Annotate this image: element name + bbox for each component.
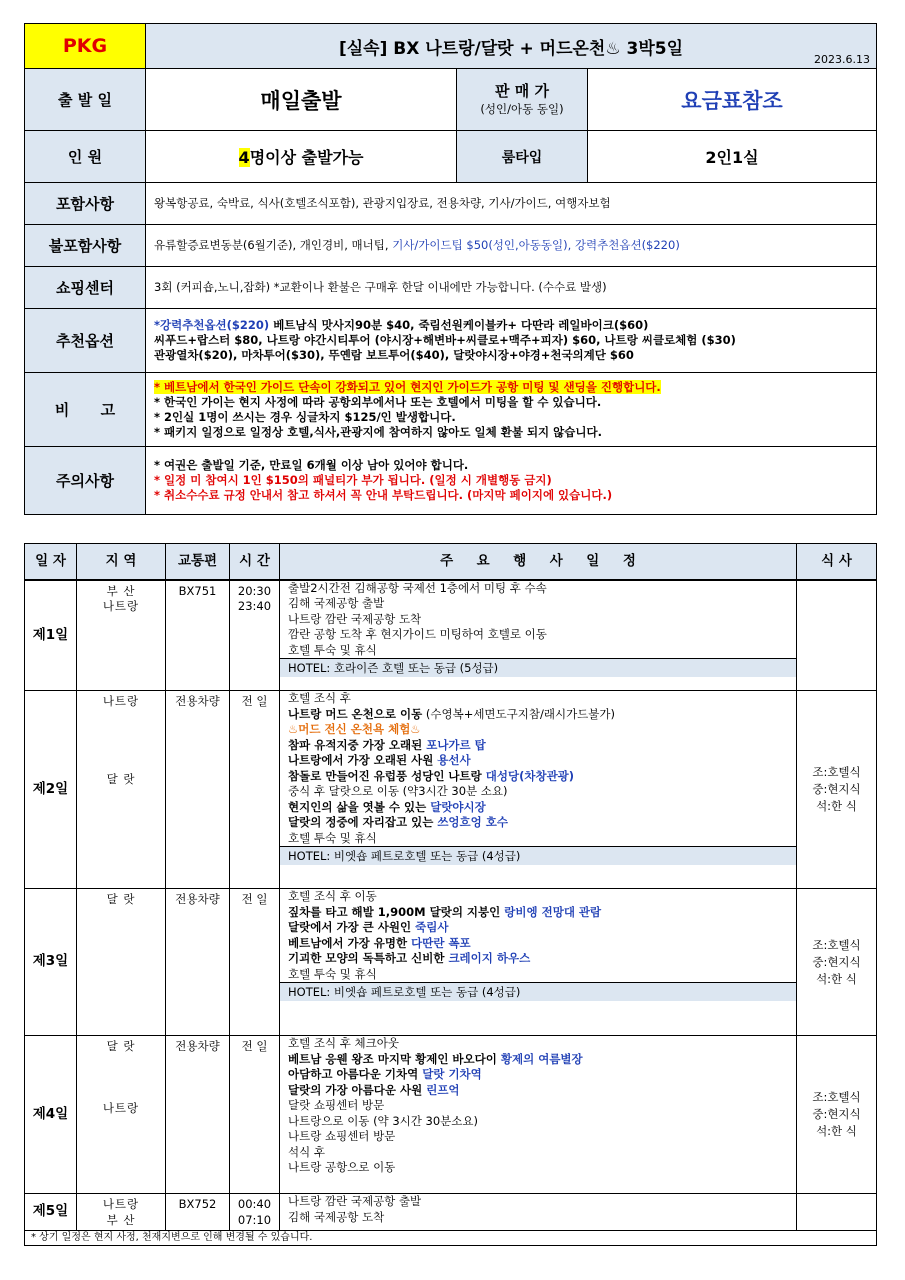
- itinerary-row: [25, 580, 877, 691]
- schedule-text: 나트랑 쇼핑센터 방문: [288, 1129, 396, 1143]
- region-name: 나트랑: [102, 599, 140, 613]
- schedule-text: 달랏 쇼핑센터 방문: [288, 1098, 385, 1112]
- attraction-name: 크레이지 하우스: [448, 951, 531, 965]
- schedule-text: 나트랑으로 이동 (약 3시간 30분소요): [288, 1113, 478, 1128]
- time-value: 전 일: [241, 1039, 268, 1053]
- schedule-text: 김해 국제공항 출발: [288, 596, 385, 610]
- schedule-cell: [280, 1036, 797, 1194]
- price-label-main: 판 매 가: [495, 81, 549, 100]
- schedule-text: 나트랑 공항으로 이동: [288, 1160, 396, 1174]
- region-name: 부 산: [106, 583, 136, 598]
- itinerary-row: [25, 889, 877, 1036]
- excluded-blue-text: 기사/가이드팁 $50(성인,아동동일), 강력추천옵션($220): [392, 238, 680, 252]
- time-value: 07:10: [237, 1212, 272, 1227]
- meal-item: 조:호텔식: [812, 765, 861, 779]
- itinerary-row: [25, 1194, 877, 1231]
- schedule-text: 호텔 투숙 및 휴식: [288, 642, 377, 657]
- schedule-line: [288, 1210, 796, 1226]
- departure-label: 출 발 일: [25, 69, 146, 131]
- people-min-text: 명이상 출발가능: [249, 148, 364, 167]
- transport-name: BX751: [178, 583, 217, 598]
- issue-date: 2023.6.13: [814, 53, 870, 66]
- schedule-line: [288, 1145, 796, 1161]
- transport-cell: [166, 580, 230, 691]
- people-min-number: 4: [238, 148, 250, 167]
- meal-item: 중:현지식: [812, 1107, 861, 1121]
- included-value: 왕복항공료, 숙박료, 식사(호텔조식포함), 관광지입장료, 전용차량, 기사/가이드, 여행자보험: [146, 183, 877, 225]
- schedule-cell: [280, 691, 797, 889]
- remarks-line-2: * 한국인 가이는 현지 사정에 따라 공항외부에서나 또는 호텔에서 미팅을 할 수 있습니다.: [154, 394, 602, 409]
- schedule-line: [288, 691, 796, 707]
- schedule-text: 호텔 투숙 및 휴식: [288, 966, 377, 981]
- header-day: 일 자: [25, 544, 77, 580]
- schedule-bold-text: 달랏에서 가장 큰 사원인: [288, 920, 416, 934]
- remarks-highlight: * 베트남에서 한국인 가이드 단속이 강화되고 있어 현지인 가이드가 공항 미팅 및 샌딩을 진행합니다.: [154, 379, 661, 394]
- room-label: 룸타입: [457, 131, 588, 183]
- schedule-text: 호텔 조식 후 이동: [288, 889, 377, 903]
- schedule-text: 호텔 조식 후: [288, 691, 351, 705]
- page-title: [146, 24, 877, 69]
- schedule-lines: [280, 691, 796, 846]
- day-label: 제4일: [25, 1036, 77, 1194]
- schedule-line: [288, 753, 796, 769]
- region-cell: [77, 580, 166, 691]
- meals-cell: [797, 1036, 877, 1194]
- excluded-label: 불포함사항: [25, 225, 146, 267]
- schedule-line: [288, 831, 796, 847]
- attraction-name: 달랏 기차역: [422, 1067, 482, 1081]
- region-name: [77, 725, 165, 741]
- schedule-line: [288, 1067, 796, 1083]
- meal-item: 석:한 식: [816, 799, 857, 813]
- transport-cell: [166, 1194, 230, 1231]
- time-value: 23:40: [237, 599, 272, 613]
- region-name: 나트랑: [102, 1197, 140, 1211]
- caution-value: [146, 447, 877, 515]
- options-line-3: 관광열차($20), 마차투어($30), 뚜옌람 보트투어($40), 달랏야시장+야경+천국의계단 $60: [154, 348, 634, 362]
- shopping-value: 3회 (커피숍,노니,잡화) *교환이나 환불은 구매후 한달 이내에만 가능합니다. (수수료 발생): [146, 267, 877, 309]
- schedule-text: 석식 후: [288, 1144, 325, 1159]
- schedule-lines: [280, 581, 796, 659]
- schedule-text: 나트랑 깜란 국제공항 출발: [288, 1194, 422, 1208]
- price-label-sub: (성인/아동 동일): [480, 101, 564, 116]
- region-cell: [77, 889, 166, 1036]
- time-cell: [230, 1194, 280, 1231]
- schedule-line: [288, 643, 796, 659]
- schedule-text: 김해 국제공항 도착: [288, 1209, 385, 1224]
- time-value: 00:40: [237, 1197, 272, 1211]
- hotel-info: HOTEL: 비엣숍 페트로호텔 또는 동급 (4성급): [280, 846, 796, 865]
- options-line-1: [154, 318, 868, 333]
- transport-cell: [166, 691, 230, 889]
- attraction-name: 포나가르 탑: [426, 737, 486, 752]
- schedule-line: [288, 1036, 796, 1052]
- schedule-text: 출발2시간전 김해공항 국제선 1층에서 미팅 후 수속: [288, 580, 547, 595]
- attraction-name: 죽림사: [415, 920, 449, 934]
- options-label: 추천옵션: [25, 309, 146, 373]
- schedule-line: [288, 815, 796, 831]
- transport-cell: [166, 889, 230, 1036]
- attraction-name: 쓰엉흐엉 호수: [437, 815, 508, 829]
- region-name: [77, 756, 165, 772]
- package-info-table: [24, 23, 877, 515]
- attraction-name: 린프억: [426, 1082, 460, 1097]
- schedule-line: [288, 905, 796, 921]
- remarks-line-3: * 2인실 1명이 쓰시는 경우 싱글차지 $125/인 발생합니다.: [154, 409, 456, 424]
- price-value: 요금표참조: [588, 69, 877, 131]
- itinerary-footnote: * 상기 일정은 현지 사정, 천재지변으로 인해 변경될 수 있습니다.: [25, 1231, 877, 1246]
- day-label: 제5일: [25, 1194, 77, 1231]
- meal-item: 석:한 식: [816, 971, 857, 986]
- schedule-line: [288, 889, 796, 905]
- highlight-activity: ♨머드 전신 온천욕 체험♨: [288, 722, 421, 736]
- schedule-text: 중식 후 달랏으로 이동 (약3시간 30분 소요): [288, 784, 508, 798]
- remarks-line-1: [154, 380, 868, 395]
- schedule-line: [288, 1129, 796, 1145]
- transport-name: 전용차량: [175, 1039, 220, 1053]
- time-value: 20:30: [237, 583, 272, 598]
- schedule-bold-text: 현지인의 삶을 엿볼 수 있는: [288, 799, 431, 814]
- transport-name: 전용차량: [175, 892, 220, 906]
- hotel-info: HOTEL: 비엣숍 페트로호텔 또는 동급 (4성급): [280, 982, 796, 1001]
- time-cell: [230, 889, 280, 1036]
- options-line-1-text: 베트남식 맛사지90분 $40, 죽림선원케이블카+ 다딴라 레일바이크($60): [269, 318, 649, 332]
- schedule-bold-text: 달랏의 정중에 자리잡고 있는: [288, 815, 438, 829]
- schedule-text: (수영복+세면도구지참/래시가드불가): [422, 706, 615, 721]
- attraction-name: 랑비엥 전망대 관람: [504, 904, 602, 919]
- itinerary-body: [25, 580, 877, 1231]
- remarks-label: 비 고: [25, 373, 146, 447]
- region-cell: [77, 1036, 166, 1194]
- excluded-value: [146, 225, 877, 267]
- schedule-text: 깜란 공항 도착 후 현지가이드 미팅하여 호텔로 이동: [288, 627, 547, 641]
- region-name: [77, 1055, 165, 1071]
- schedule-line: [288, 1160, 796, 1176]
- transport-name: BX752: [178, 1197, 217, 1211]
- schedule-bold-text: 기괴한 모양의 독특하고 신비한: [288, 951, 449, 965]
- region-name: 나트랑: [102, 694, 140, 708]
- meal-item: 조:호텔식: [812, 937, 861, 952]
- schedule-lines: [280, 1036, 796, 1176]
- itinerary-row: [25, 691, 877, 889]
- schedule-line: [288, 784, 796, 800]
- schedule-bold-text: 베트남 응웬 왕조 마지막 황제인 바오다이: [288, 1051, 501, 1066]
- header-schedule: 주 요 행 사 일 정: [280, 544, 797, 580]
- meal-item: 중:현지식: [812, 782, 861, 796]
- schedule-line: [288, 936, 796, 952]
- schedule-bold-text: 베트남에서 가장 유명한: [288, 935, 412, 950]
- options-value: [146, 309, 877, 373]
- attraction-name: 황제의 여름별장: [500, 1051, 583, 1066]
- header-transport: 교통편: [166, 544, 230, 580]
- schedule-bold-text: 참돌로 만들어진 유럽풍 성당인 나트랑: [288, 768, 486, 783]
- remarks-line-4: * 패키지 일정으로 일정상 호텔,식사,관광지에 참여하지 않아도 일체 환불 되지 않습니다.: [154, 424, 602, 439]
- remarks-value: [146, 373, 877, 447]
- attraction-name: 다딴란 폭포: [411, 935, 471, 950]
- schedule-line: [288, 1083, 796, 1099]
- day-label: 제3일: [25, 889, 77, 1036]
- time-cell: [230, 1036, 280, 1194]
- schedule-text: 호텔 조식 후 체크아웃: [288, 1036, 399, 1050]
- day-label: 제2일: [25, 691, 77, 889]
- caution-line-2: * 일정 미 참여시 1인 $150의 패널티가 부가 됩니다. (일정 시 개별행동 금지): [154, 473, 552, 487]
- schedule-line: [288, 596, 796, 612]
- meals-cell: [797, 1194, 877, 1231]
- schedule-bold-text: 달랏의 가장 아름다운 사원: [288, 1082, 427, 1097]
- caution-line-1: * 여권은 출발일 기준, 만료일 6개월 이상 남아 있어야 합니다.: [154, 458, 469, 472]
- time-value: 전 일: [241, 892, 268, 906]
- schedule-line: [288, 581, 796, 597]
- itinerary-row: [25, 1036, 877, 1194]
- schedule-line: [288, 1194, 796, 1210]
- region-name: 달 랏: [106, 771, 136, 786]
- schedule-line: [288, 1098, 796, 1114]
- time-value: 전 일: [241, 694, 268, 708]
- day-label: 제1일: [25, 580, 77, 691]
- schedule-line: [288, 612, 796, 628]
- meals-cell: [797, 889, 877, 1036]
- meal-item: 중:현지식: [812, 954, 861, 969]
- schedule-line: [288, 1052, 796, 1068]
- header-region: 지 역: [77, 544, 166, 580]
- departure-value: 매일출발: [146, 69, 457, 131]
- schedule-text: 호텔 투숙 및 휴식: [288, 830, 377, 845]
- schedule-line: [288, 1114, 796, 1130]
- pkg-badge: PKG: [25, 24, 146, 69]
- shopping-label: 쇼핑센터: [25, 267, 146, 309]
- caution-label: 주의사항: [25, 447, 146, 515]
- itinerary-table: [24, 543, 877, 1246]
- room-value: 2인1실: [588, 131, 877, 183]
- region-name: 달 랏: [106, 1039, 136, 1053]
- region-name: [77, 1070, 165, 1086]
- caution-line-3: * 취소수수료 규정 안내서 참고 하셔서 꼭 안내 부탁드립니다. (마지막 페이지에 있습니다.): [154, 488, 613, 502]
- region-cell: [77, 1194, 166, 1231]
- region-name: [77, 710, 165, 726]
- schedule-lines: [280, 1194, 796, 1225]
- title-text: [실속] BX 나트랑/달랏 + 머드온천♨ 3박5일: [338, 38, 684, 59]
- meal-item: 석:한 식: [816, 1124, 857, 1138]
- people-label: 인 원: [25, 131, 146, 183]
- attraction-name: 용선사: [437, 753, 471, 767]
- time-cell: [230, 691, 280, 889]
- schedule-line: [288, 738, 796, 754]
- schedule-bold-text: 짚차를 타고 해발 1,900M 달랏의 지붕인: [288, 904, 505, 919]
- schedule-lines: [280, 889, 796, 982]
- time-cell: [230, 580, 280, 691]
- schedule-line: [288, 920, 796, 936]
- schedule-line: [288, 800, 796, 816]
- schedule-line: [288, 769, 796, 785]
- meals-cell: [797, 580, 877, 691]
- schedule-line: [288, 627, 796, 643]
- attraction-name: 대성당(차창관광): [485, 768, 575, 783]
- options-line-2: 씨푸드+랍스터 $80, 나트랑 야간시티투어 (야시장+해변바+씨클로+맥주+피자) $60, 나트랑 씨클로체험 ($30): [154, 333, 736, 347]
- hotel-info: HOTEL: 호라이즌 호텔 또는 동급 (5성급): [280, 658, 796, 677]
- people-value: [146, 131, 457, 183]
- meals-cell: [797, 691, 877, 889]
- schedule-cell: [280, 580, 797, 691]
- region-name: 나트랑: [102, 1101, 140, 1115]
- region-name: [77, 1086, 165, 1102]
- schedule-bold-text: 나트랑에서 가장 오래된 사원: [288, 753, 438, 767]
- header-time: 시 간: [230, 544, 280, 580]
- price-label: [457, 69, 588, 131]
- region-cell: [77, 691, 166, 889]
- included-label: 포함사항: [25, 183, 146, 225]
- schedule-cell: [280, 889, 797, 1036]
- schedule-line: [288, 951, 796, 967]
- region-name: 부 산: [106, 1212, 136, 1227]
- region-name: [77, 741, 165, 757]
- meal-item: 조:호텔식: [812, 1090, 861, 1104]
- schedule-bold-text: 아담하고 아름다운 기차역: [288, 1067, 423, 1081]
- schedule-line: [288, 967, 796, 983]
- attraction-name: 달랏야시장: [430, 799, 486, 814]
- header-meals: 식 사: [797, 544, 877, 580]
- schedule-bold-text: 나트랑 머드 온천으로 이동: [288, 706, 423, 721]
- schedule-bold-text: 참파 유적지중 가장 오래된: [288, 737, 427, 752]
- region-name: 달 랏: [106, 892, 136, 906]
- schedule-text: 나트랑 깜란 국제공항 도착: [288, 611, 422, 626]
- transport-name: 전용차량: [175, 694, 220, 708]
- options-strong-label: *강력추천옵션($220): [154, 318, 270, 332]
- schedule-cell: [280, 1194, 797, 1231]
- schedule-line: [288, 722, 796, 738]
- excluded-black-text: 유류할증료변동분(6월기준), 개인경비, 매너팁,: [154, 238, 393, 252]
- transport-cell: [166, 1036, 230, 1194]
- schedule-line: [288, 707, 796, 723]
